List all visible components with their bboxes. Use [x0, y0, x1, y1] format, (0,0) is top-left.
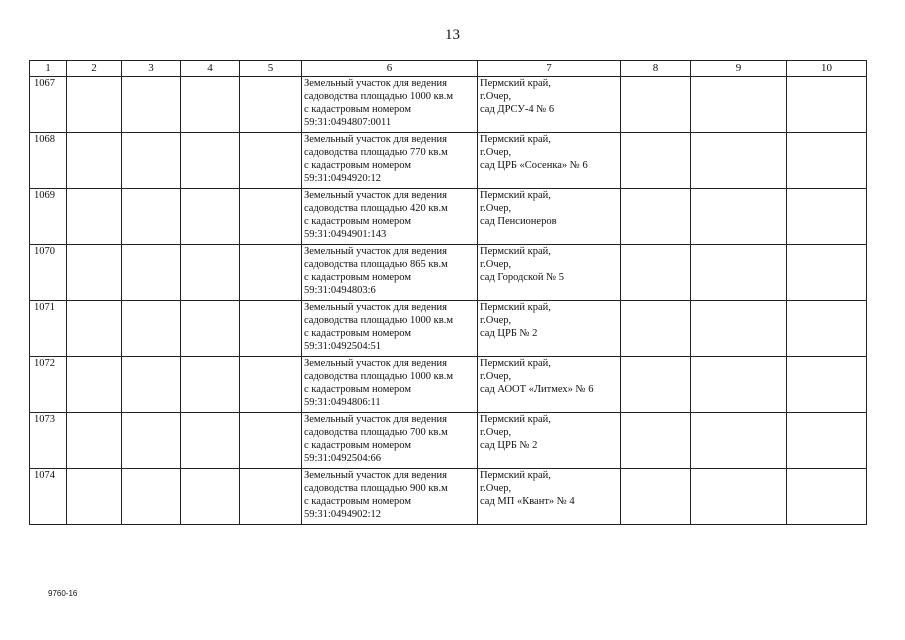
address-line: сад ЦРБ № 2 — [480, 328, 538, 339]
address-cell — [478, 133, 621, 189]
empty-cell-col-10 — [787, 301, 867, 357]
table-row — [30, 357, 867, 413]
description-line: Земельный участок для ведения — [304, 414, 447, 425]
empty-cell-col-4 — [181, 189, 240, 245]
empty-cell-col-4 — [181, 301, 240, 357]
empty-cell-col-8 — [621, 413, 691, 469]
empty-cell-col-3 — [122, 245, 181, 301]
table-row — [30, 301, 867, 357]
address-cell — [478, 189, 621, 245]
empty-cell-col-3 — [122, 357, 181, 413]
description-line: с кадастровым номером — [304, 216, 411, 227]
column-header-4: 4 — [181, 61, 240, 77]
empty-cell-col-8 — [621, 189, 691, 245]
registry-body — [30, 77, 867, 525]
description-line: 59:31:0494901:143 — [304, 229, 387, 240]
description-line: садоводства площадью 1000 кв.м — [304, 91, 453, 102]
description-line: 59:31:0492504:66 — [304, 453, 382, 464]
address-line: Пермский край, — [480, 302, 551, 313]
column-header-7: 7 — [478, 61, 621, 77]
page-number: 13 — [445, 27, 460, 43]
address-line: Пермский край, — [480, 470, 551, 481]
empty-cell-col-10 — [787, 469, 867, 525]
empty-cell-col-5 — [240, 301, 302, 357]
address-line: г.Очер, — [480, 371, 512, 382]
empty-cell-col-2 — [67, 189, 122, 245]
empty-cell-col-2 — [67, 413, 122, 469]
address-cell — [478, 413, 621, 469]
description-line: с кадастровым номером — [304, 328, 411, 339]
row-number-cell: 1071 — [30, 301, 67, 357]
address-line: сад Городской № 5 — [480, 272, 564, 283]
description-line: Земельный участок для ведения — [304, 78, 447, 89]
address-cell — [478, 357, 621, 413]
column-header-2: 2 — [67, 61, 122, 77]
column-header-6: 6 — [302, 61, 478, 77]
empty-cell-col-5 — [240, 357, 302, 413]
description-line: Земельный участок для ведения — [304, 134, 447, 145]
header-row — [30, 61, 867, 77]
description-line: 59:31:0494920:12 — [304, 173, 382, 184]
empty-cell-col-8 — [621, 245, 691, 301]
empty-cell-col-8 — [621, 133, 691, 189]
address-line: сад ЦРБ № 2 — [480, 440, 538, 451]
description-line: 59:31:0494902:12 — [304, 509, 382, 520]
empty-cell-col-10 — [787, 413, 867, 469]
row-number-cell: 1068 — [30, 133, 67, 189]
address-line: Пермский край, — [480, 414, 551, 425]
empty-cell-col-5 — [240, 245, 302, 301]
empty-cell-col-5 — [240, 413, 302, 469]
table-row — [30, 469, 867, 525]
empty-cell-col-3 — [122, 469, 181, 525]
description-line: с кадастровым номером — [304, 160, 411, 171]
description-line: с кадастровым номером — [304, 384, 411, 395]
empty-cell-col-5 — [240, 469, 302, 525]
description-line: 59:31:0494803:6 — [304, 285, 376, 296]
empty-cell-col-4 — [181, 133, 240, 189]
description-cell — [302, 245, 478, 301]
empty-cell-col-10 — [787, 357, 867, 413]
empty-cell-col-9 — [691, 133, 787, 189]
table-row — [30, 189, 867, 245]
description-cell — [302, 189, 478, 245]
empty-cell-col-10 — [787, 189, 867, 245]
address-line: г.Очер, — [480, 483, 512, 494]
description-line: садоводства площадью 700 кв.м — [304, 427, 448, 438]
empty-cell-col-3 — [122, 413, 181, 469]
address-cell — [478, 469, 621, 525]
address-line: г.Очер, — [480, 259, 512, 270]
empty-cell-col-9 — [691, 189, 787, 245]
description-line: 59:31:0492504:51 — [304, 341, 382, 352]
empty-cell-col-8 — [621, 469, 691, 525]
address-cell — [478, 77, 621, 133]
empty-cell-col-2 — [67, 301, 122, 357]
description-line: с кадастровым номером — [304, 104, 411, 115]
address-line: сад АООТ «Литмех» № 6 — [480, 384, 594, 395]
empty-cell-col-9 — [691, 77, 787, 133]
description-cell — [302, 469, 478, 525]
empty-cell-col-4 — [181, 357, 240, 413]
empty-cell-col-9 — [691, 245, 787, 301]
empty-cell-col-4 — [181, 245, 240, 301]
description-line: Земельный участок для ведения — [304, 246, 447, 257]
empty-cell-col-3 — [122, 189, 181, 245]
description-line: садоводства площадью 770 кв.м — [304, 147, 448, 158]
table-row — [30, 77, 867, 133]
empty-cell-col-2 — [67, 469, 122, 525]
description-line: 59:31:0494807:0011 — [304, 117, 392, 128]
empty-cell-col-2 — [67, 245, 122, 301]
address-line: сад МП «Квант» № 4 — [480, 496, 575, 507]
column-header-3: 3 — [122, 61, 181, 77]
description-line: садоводства площадью 1000 кв.м — [304, 371, 453, 382]
registry-table — [29, 60, 867, 525]
address-cell — [478, 301, 621, 357]
table-row — [30, 245, 867, 301]
description-line: садоводства площадью 1000 кв.м — [304, 315, 453, 326]
empty-cell-col-5 — [240, 189, 302, 245]
empty-cell-col-9 — [691, 469, 787, 525]
description-line: Земельный участок для ведения — [304, 358, 447, 369]
address-cell — [478, 245, 621, 301]
address-line: Пермский край, — [480, 134, 551, 145]
description-line: садоводства площадью 420 кв.м — [304, 203, 448, 214]
empty-cell-col-2 — [67, 133, 122, 189]
empty-cell-col-5 — [240, 133, 302, 189]
empty-cell-col-9 — [691, 301, 787, 357]
empty-cell-col-10 — [787, 133, 867, 189]
column-header-5: 5 — [240, 61, 302, 77]
row-number-cell: 1074 — [30, 469, 67, 525]
table-row — [30, 133, 867, 189]
description-cell — [302, 133, 478, 189]
description-line: 59:31:0494806:11 — [304, 397, 381, 408]
description-cell — [302, 413, 478, 469]
description-line: садоводства площадью 900 кв.м — [304, 483, 448, 494]
address-line: Пермский край, — [480, 358, 551, 369]
row-number-cell: 1067 — [30, 77, 67, 133]
description-line: Земельный участок для ведения — [304, 470, 447, 481]
row-number-cell: 1069 — [30, 189, 67, 245]
description-cell — [302, 357, 478, 413]
address-line: сад ДРСУ-4 № 6 — [480, 104, 555, 115]
column-header-1: 1 — [30, 61, 67, 77]
address-line: г.Очер, — [480, 427, 512, 438]
column-header-9: 9 — [691, 61, 787, 77]
row-number-cell: 1072 — [30, 357, 67, 413]
address-line: г.Очер, — [480, 147, 512, 158]
address-line: сад ЦРБ «Сосенка» № 6 — [480, 160, 588, 171]
address-line: сад Пенсионеров — [480, 216, 557, 227]
empty-cell-col-4 — [181, 77, 240, 133]
empty-cell-col-5 — [240, 77, 302, 133]
row-number-cell: 1070 — [30, 245, 67, 301]
empty-cell-col-10 — [787, 77, 867, 133]
empty-cell-col-2 — [67, 77, 122, 133]
empty-cell-col-8 — [621, 77, 691, 133]
address-line: г.Очер, — [480, 315, 512, 326]
empty-cell-col-9 — [691, 413, 787, 469]
footer-document-code: 9760-16 — [48, 589, 78, 598]
description-line: Земельный участок для ведения — [304, 190, 447, 201]
empty-cell-col-8 — [621, 357, 691, 413]
empty-cell-col-3 — [122, 133, 181, 189]
description-line: садоводства площадью 865 кв.м — [304, 259, 448, 270]
address-line: Пермский край, — [480, 246, 551, 257]
empty-cell-col-3 — [122, 77, 181, 133]
description-line: с кадастровым номером — [304, 440, 411, 451]
empty-cell-col-4 — [181, 469, 240, 525]
description-cell — [302, 301, 478, 357]
empty-cell-col-8 — [621, 301, 691, 357]
column-header-10: 10 — [787, 61, 867, 77]
description-line: с кадастровым номером — [304, 272, 411, 283]
empty-cell-col-4 — [181, 413, 240, 469]
empty-cell-col-3 — [122, 301, 181, 357]
address-line: г.Очер, — [480, 203, 512, 214]
address-line: Пермский край, — [480, 78, 551, 89]
description-line: с кадастровым номером — [304, 496, 411, 507]
table-row — [30, 413, 867, 469]
empty-cell-col-10 — [787, 245, 867, 301]
description-cell — [302, 77, 478, 133]
column-header-8: 8 — [621, 61, 691, 77]
description-line: Земельный участок для ведения — [304, 302, 447, 313]
row-number-cell: 1073 — [30, 413, 67, 469]
empty-cell-col-9 — [691, 357, 787, 413]
empty-cell-col-2 — [67, 357, 122, 413]
address-line: г.Очер, — [480, 91, 512, 102]
address-line: Пермский край, — [480, 190, 551, 201]
